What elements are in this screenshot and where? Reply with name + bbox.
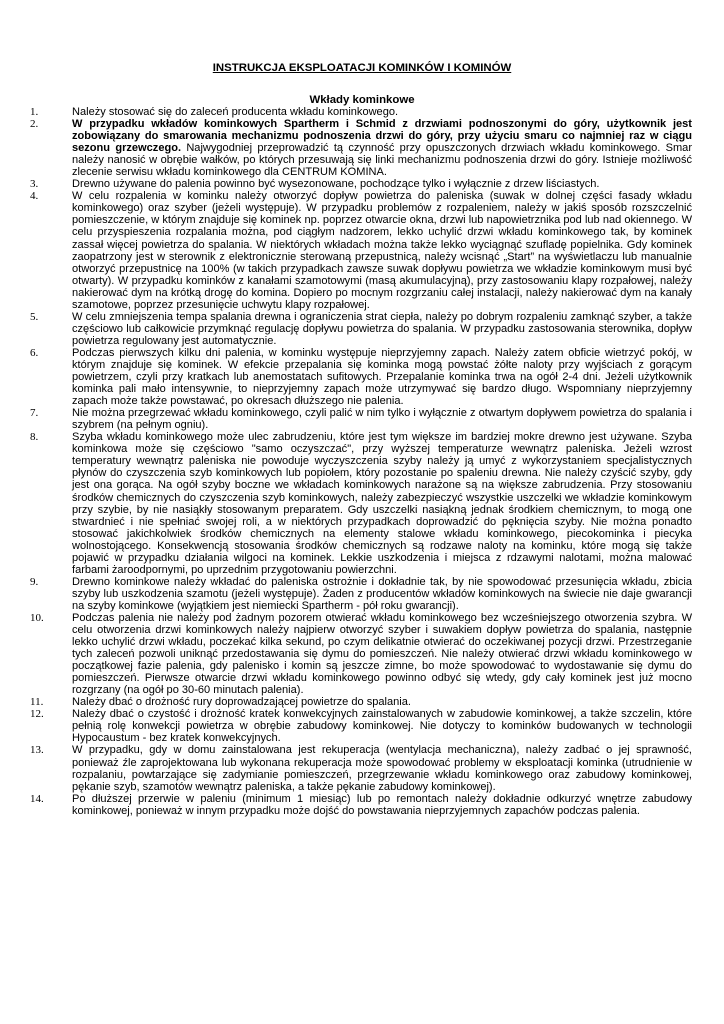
list-item <box>30 311 692 347</box>
item-text: W przypadku, gdy w domu zainstalowana jest rekuperacja (wentylacja mechaniczna), należy zadbać o jej sprawność, ponieważ źle zaprojektowana lub wykonana rekuperacja może spowodować problemy w eksploatacji kominka (utrudnienie w rozpalaniu, powtarzające się zadymianie pomieszczeń, przegrzewanie wkładu kominkowego oraz zabudowy kominkowej, pękanie szyb, szamotów wewnątrz paleniska, a także pękanie zabudowy kominkowej). <box>72 744 692 793</box>
list-item <box>30 744 692 792</box>
list-item <box>30 696 692 708</box>
item-text: Szyba wkładu kominkowego może ulec zabrudzeniu, które jest tym większe im bardziej mokre drewno jest używane. Szyba kominkowa może się częściowo "samo oczyszczać", przy wyższej temperaturze wewnątrz paleniska. Jeżeli wzrost temperatury wewnątrz paleniska nie powoduje wyczyszczenia szyby należy ją umyć z wykorzystaniem specjalistycznych płynów do czyszczenia szyb kominkowych lub popiołem, który pozostanie po spaleniu drewna. Nie należy czyścić szyby, gdy jest ona gorąca. Na ogół szyby boczne we wkładach kominkowych narażone są na większe zabrudzenia. Przy stosowaniu środków chemicznych do czyszczenia szyb kominkowych, należy zabezpieczyć wszystkie uszczelki we wkładzie kominkowym przy szybie, by nie nasiąkły stosowanym preparatem. Gdy uszczelki nasiąkną jednak środkiem chemicznym, to mogą one stwardnieć i nie spełniać swojej roli, a w niektórych przypadkach doprowadzić do pęknięcia szyby. Nie można ponadto stosować jakichkolwiek środków chemicznych na elementy stalowe wkładu kominkowego, piecokominka i piecyka wolnostojącego. Konsekwencją stosowania środków chemicznych są rodzawe naloty na kominku, które mogą się także pojawić w przypadku działania wilgoci na kominek. Lekkie uszkodzenia i miejsca z rdzawymi nalotami, można malować farbami żaroodpornymi, po uprzednim przygotowaniu powierzchni. <box>72 431 692 576</box>
list-item <box>30 347 692 407</box>
item-number: 8. <box>30 431 39 444</box>
item-number: 5. <box>30 310 39 323</box>
list-item <box>30 431 692 576</box>
item-text: Najwygodniej przeprowadzić tą czynność przy opuszczonych drzwiach wkładu kominkowego. Smar należy nanosić w obrębie wałków, po których przesuwają się linki mechanizmu podnoszenia drzwi do góry. Istnieje możliwość zlecenie serwisu wkładu kominkowego dla CENTRUM KOMINA. <box>72 142 692 179</box>
item-text: Po dłuższej przerwie w paleniu (minimum 1 miesiąc) lub po remontach należy dokładnie odkurzyć wnętrze zabudowy kominkowej, ponieważ w innym przypadku może dojść do powstawania nieprzyjemnych zapachów podczas palenia. <box>72 792 692 817</box>
list-item <box>30 708 692 744</box>
list-item <box>30 793 692 817</box>
item-number: 11. <box>30 696 44 709</box>
list-item <box>30 190 692 310</box>
item-text: Należy dbać o czystość i drożność kratek konwekcyjnych zainstalowanych w zabudowie kominkowej, a także szczelin, które pełnią rolę konwekcji powietrza w obrębie zabudowy kominkowej. Nie dotyczy to kominków budowanych w technologii Hypocaustum - bez kratek konwekcyjnych. <box>72 708 692 745</box>
item-number: 13. <box>30 744 44 757</box>
item-number: 6. <box>30 346 39 359</box>
item-number: 7. <box>30 407 39 420</box>
item-number: 10. <box>30 611 44 624</box>
item-number: 1. <box>30 106 39 118</box>
item-bold-text: W przypadku wkładów kominkowych Spartherm i Schmid z drzwiami podnoszonymi do góry, użytkownik jest zobowiązany do smarowania mechanizmu podnoszenia drzwi do góry, przy użyciu smaru co najmniej raz w ciągu sezonu grzewczego. <box>72 118 692 155</box>
item-number: 3. <box>30 178 39 191</box>
item-number: 2. <box>30 118 39 131</box>
list-item <box>30 612 692 696</box>
item-number: 9. <box>30 575 39 588</box>
item-text: Podczas palenia nie należy pod żadnym pozorem otwierać wkładu kominkowego bez wcześniejszego otworzenia szybra. W celu otworzenia drzwi kominkowych należy najpierw otworzyć szyber i suwakiem dopływ powietrza do spalania, następnie lekko uchylić drzwi wkładu, poczekać kilka sekund, po czym delikatnie otwierać do oczekiwanej pozycji drzwi. Przestrzeganie tych zaleceń pozwoli uniknąć przedostawania się dymu do pomieszczeń. Nie należy otwierać drzwi wkładu kominkowego w początkowej fazie palenia, gdy palenisko i komin są jeszcze zimne, bo może spowodować to wydostawanie się dymu do pomieszczeń. Pierwsze otwarcie drzwi wkładu kominkowego powinno odbyć się wtedy, gdy cały kominek jest już mocno rozgrzany (na ogół po 30-60 minutach palenia). <box>72 611 692 697</box>
document-title: INSTRUKCJA EKSPLOATACJI KOMINKÓW I KOMINÓW <box>212 62 512 74</box>
list-item <box>30 576 692 612</box>
item-text: Podczas pierwszych kilku dni palenia, w kominku występuje nieprzyjemny zapach. Należy zatem obficie wietrzyć pokój, w którym znajduje się kominek. W efekcie przepalania się kominka mogą powstać żółte naloty przy wyjściach z gorącym powietrzem, czyli przy kratkach lub anemostatach sufitowych. Przepalanie kominka trwa na ogół 2-4 dni. Jeżeli użytkownik kominka pali mało intensywnie, to nieprzyjemny zapach może utrzymywać się bardzo długo. Wspomniany nieprzyjemny zapach może także powstawać, po okresach dłuższego nie palenia. <box>72 346 692 408</box>
list-item <box>30 178 692 190</box>
instruction-list <box>30 106 692 817</box>
item-text: Nie można przegrzewać wkładu kominkowego, czyli palić w nim tylko i wyłącznie z otwartym dopływem powietrza do spalania i szybrem (na pełnym ogniu). <box>72 407 692 432</box>
item-text: W celu zmniejszenia tempa spalania drewna i ograniczenia strat ciepła, należy po dobrym rozpaleniu zamknąć szyber, a także częściowo lub całkowicie przymknąć regulację dopływu powietrza do spalania. W przypadku zastosowania sterownika, dopływ powietrza regulowany jest automatycznie. <box>72 310 692 347</box>
list-item <box>30 106 692 118</box>
item-number: 14. <box>30 792 44 805</box>
item-number: 12. <box>30 708 44 721</box>
item-text: Należy dbać o drożność rury doprowadzającej powietrze do spalania. <box>72 696 411 709</box>
item-text: Należy stosować się do zaleceń producenta wkładu kominkowego. <box>72 106 399 118</box>
list-item <box>30 118 692 178</box>
section-heading: Wkłady kominkowe <box>309 94 415 106</box>
item-number: 4. <box>30 190 39 203</box>
item-text: Drewno kominkowe należy wkładać do paleniska ostrożnie i dokładnie tak, by nie spowodować przesunięcia wkładu, zbicia szyby lub uszkodzenia szamotu (jeżeli występuje). Żaden z producentów wkładów kominkowych na świecie nie daje gwarancji na szyby kominkowe (wyjątkiem jest niemiecki Spartherm - pół roku gwarancji). <box>72 575 692 612</box>
list-item <box>30 407 692 431</box>
item-text: W celu rozpalenia w kominku należy otworzyć dopływ powietrza do paleniska (suwak w dolnej części fasady wkładu kominkowego) oraz szyber (jeżeli występuje). W przypadku problemów z rozpaleniem, należy w jakiś sposób rozszczelnić pomieszczenie, w którym znajduje się kominek np. poprzez otwarcie okna, drzwi lub napowietrznika pod lub nad okiennego. W celu przyspieszenia rozpalania można, pod ciągłym nadzorem, lekko uchylić drzwi wkładu kominkowego tak, by kominek zassał więcej powietrza do spalania. W niektórych wkładach można także lekko wyciągnąć szufladę popielnika. Gdy kominek zaopatrzony jest w sterownik z elektronicznie sterowaną przepustnicą, należy wcisnąć „Start” na wyświetlaczu lub manualnie otworzyć przepustnicę na 100% (w takich przypadkach zawsze suwak dopływu powietrza we wkładzie kominkowym musi być otwarty). W przypadku kominków z kanałami szamotowymi (masą akumulacyjną), przy zastosowaniu klapy rozpałowej, należy nakierować dym na krótką drogę do komina. Dopiero po mocnym rozgrzaniu całej instalacji, należy nakierować dym na kanały szamotowe, poprzez przesunięcie uchwytu klapy rozpałowej. <box>72 190 692 311</box>
item-text: Drewno używane do palenia powinno być wysezonowane, pochodzące tylko i wyłącznie z drzew liściastych. <box>72 178 600 191</box>
